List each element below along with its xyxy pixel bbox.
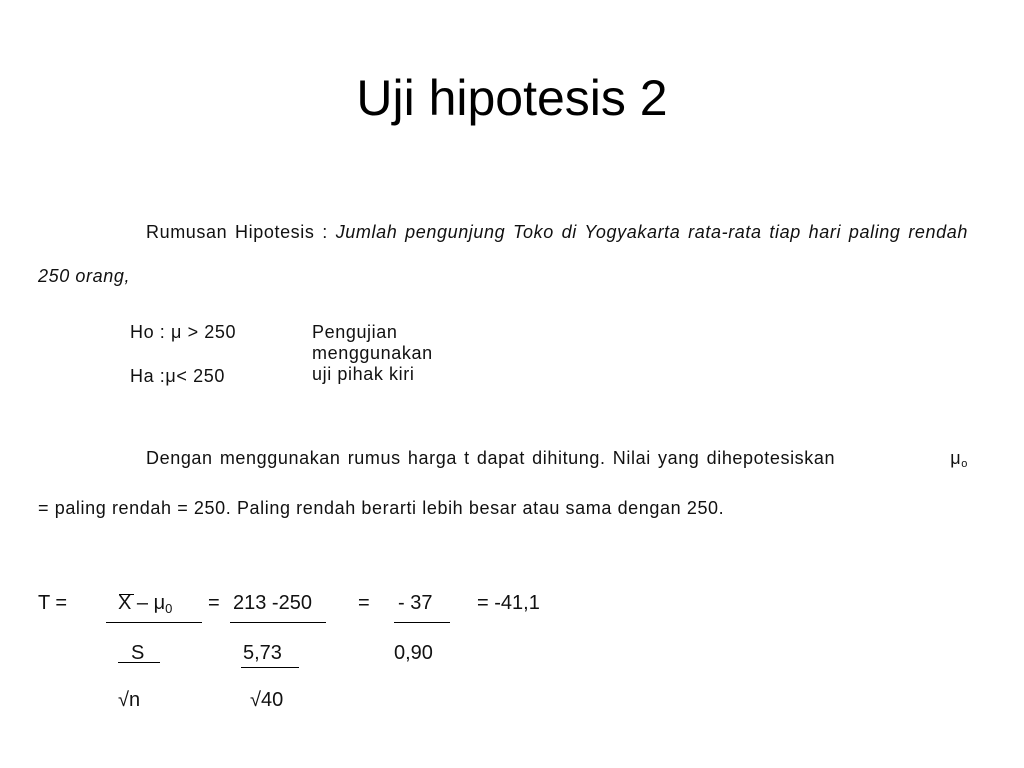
hypothesis-formulation-paragraph — [38, 210, 968, 298]
xbar-minus-mu-numerator — [118, 592, 172, 616]
fraction-line-s-over-root-n — [118, 662, 160, 663]
root-n: √n — [118, 689, 141, 711]
numerator-213-minus-250: 213 -250 — [233, 592, 312, 614]
second-equals: = — [358, 592, 370, 614]
t-label: T = — [38, 592, 68, 614]
test-direction-note: Pengujian menggunakan uji pihak kiri — [312, 322, 433, 384]
numerator-minus-37: - 37 — [398, 592, 433, 614]
mu-zero-symbol — [842, 436, 968, 486]
t-result: = -41,1 — [477, 592, 540, 614]
root-40: √40 — [250, 689, 284, 711]
method-text-end: = paling rendah = 250. Paling rendah berarti lebih besar atau sama dengan 250. — [38, 498, 725, 518]
first-equals: = — [208, 592, 220, 614]
xbar-overbar — [119, 594, 134, 595]
hypothesis-statement: Jumlah pengunjung Toko di Yogyakarta rata-rata tiap hari paling rendah 250 orang, — [38, 222, 968, 286]
hypothesis-formulation-label: Rumusan Hipotesis : — [146, 222, 336, 242]
slide-title: Uji hipotesis 2 — [356, 70, 668, 126]
null-hypothesis: Ho : μ > 250 — [130, 322, 237, 342]
minus-mu: – μ — [131, 592, 166, 614]
mu-subscript: o — [961, 458, 968, 470]
mu-symbol: μ — [950, 448, 962, 468]
fraction-line-symbolic — [106, 622, 202, 623]
std-dev-symbol: S — [131, 642, 145, 664]
std-dev-value: 5,73 — [243, 642, 282, 664]
fraction-line-numeric — [230, 622, 326, 623]
alternative-hypothesis: Ha :μ< 250 — [130, 366, 225, 386]
method-paragraph — [38, 436, 968, 530]
fraction-line-sd-over-root-40 — [241, 667, 299, 668]
standard-error-value: 0,90 — [394, 642, 433, 664]
fraction-line-result — [394, 622, 450, 623]
method-text-start: Dengan menggunakan rumus harga t dapat dihitung. Nilai yang dihepotesiskan — [146, 448, 843, 468]
mu-zero-subscript: 0 — [165, 601, 173, 616]
xbar-symbol: X — [118, 592, 132, 614]
